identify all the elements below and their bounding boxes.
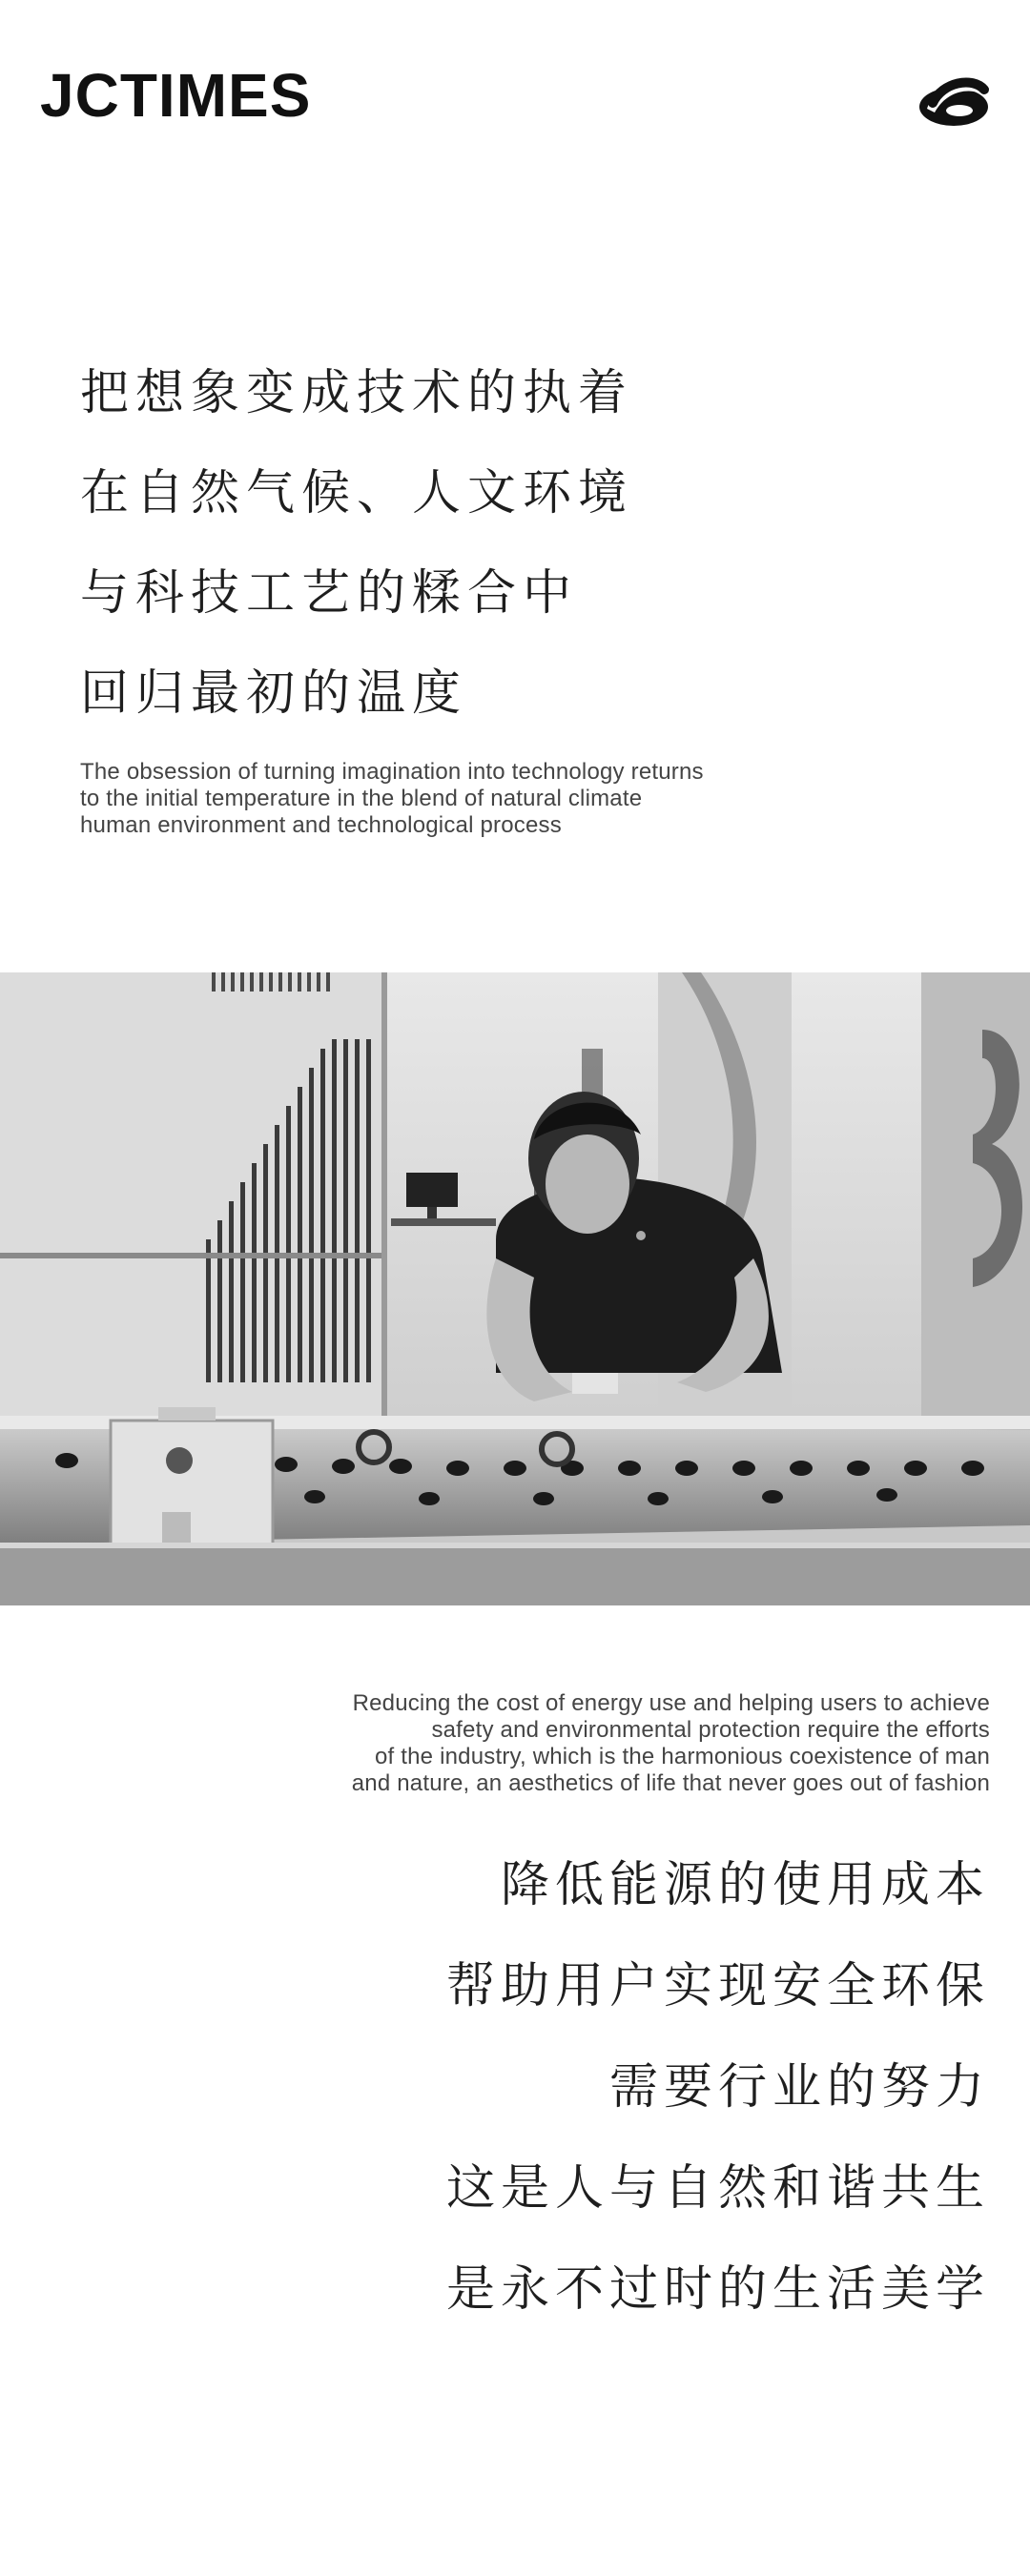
outro-cn-line: 帮助用户实现安全环保 (445, 1958, 990, 2014)
intro-cn-line: 在自然气候、人文环境 (80, 465, 634, 521)
intro-en-line: The obsession of turning imagination into technology returns (80, 759, 704, 785)
jctimes-swirl-logo-icon (917, 74, 990, 132)
intro-cn-line: 回归最初的温度 (80, 665, 468, 722)
page-header (0, 0, 1030, 210)
intro-en-paragraph (80, 759, 938, 839)
outro-cn-line: 需要行业的努力 (608, 2059, 990, 2116)
intro-cn-line: 与科技工艺的糅合中 (80, 565, 579, 622)
outro-en-line: and nature, an aesthetics of life that never goes out of fashion (351, 1770, 990, 1796)
workshop-photo (0, 972, 1030, 1605)
intro-en-line: human environment and technological process (80, 812, 562, 838)
outro-cn-line: 这是人与自然和谐共生 (445, 2160, 990, 2217)
outro-cn-line: 是永不过时的生活美学 (445, 2261, 990, 2318)
outro-en-line: safety and environmental protection require the efforts (431, 1717, 990, 1743)
outro-section (74, 1690, 990, 2341)
intro-en-line: to the initial temperature in the blend of natural climate (80, 786, 643, 811)
outro-en-line: of the industry, which is the harmonious coexistence of man (374, 1744, 990, 1769)
outro-en-line: Reducing the cost of energy use and helping users to achieve (352, 1690, 990, 1716)
brand-wordmark: JCTIMES (40, 61, 312, 130)
intro-cn-line: 把想象变成技术的执着 (80, 365, 634, 421)
intro-section (80, 343, 938, 839)
outro-cn-line: 降低能源的使用成本 (500, 1857, 990, 1913)
outro-en-paragraph (74, 1690, 990, 1797)
